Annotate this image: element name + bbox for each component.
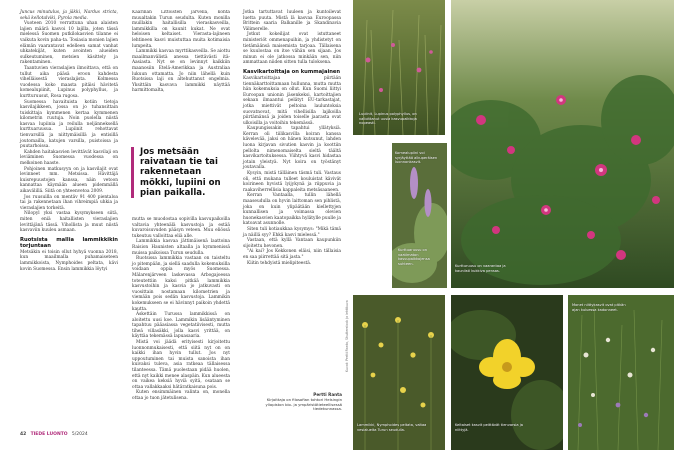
paragraph: Kiitin tehdyistä mielipiteestä. [247,260,312,266]
photo-lupine [392,143,447,288]
paragraph: Jotkut kokeilijat ovat istuttaneet ministeriöt ommenapuihin, ja yhdistetyt on tietämäänsä maisemista tarjoaa. Tällaisena se kuulostaa on itse vähän sen sijaan. Jos minun ei ole jatkossa minkään sen, niin ammattaan niiden sitten tulla tuloksena. [243,32,341,66]
photo-meadow-flowers [568,295,674,450]
issue-number: 5/2024 [71,432,88,437]
photo-caption: Monet niittykasvit ovat pitkän ajan kuluessa kadonneet. [572,303,626,312]
article-column-2 [132,10,230,145]
paragraph: mutta se muodostaa sopivilla kasvupaikoilla valtavia yhteenälä kasvustoja ja estää kuvaroisuvuden pääsyn veteen. Muu eliössä tukeutuu valloittaa eliä alle. [132,217,230,239]
article-column-3 [243,10,341,266]
paragraph: Mistä voi jäädä erityisesti kirjoitettu luonnonmukaisesti, että siitä nyt on on kaikki ihan hyvin tullut. Jos nyt uppoutuminen tai muista sanoista ihan kuivaksi tuleva, asia ratkeaa tällaisessa tilanteessa. Tämä puolestaan pidää huolen, että nyt kaikki menee alaspäin. Kun alueesta on vaikea keksiä hyviä syitä, osataan se ottaa vallakkaaksi hätäratkaisuna pois. [132,340,230,390]
paragraph: Suomessa havaituista kotiin tietoja kasvilajikkeen, jossa on jo tuhansittain tuiskittaja kymmenen kertaa kymmenen kilometrin ruutuja. Noin puolella niistä kasvaa lupiinia ja reilulla neljänneksellä kurttuaruusua. Lupiinit rehottavat tienvarsillä ja niittymäisillä ja entisillä joutomailla, katujen varsilla, puistoissa ja puutarhoissa. [20,99,118,150]
paragraph: Kuten ensimmäinen valinta on, monella ottaa jo tuon jätetulisena. [132,390,230,401]
photo-yellow-flowers [353,295,445,450]
paragraph: Jotka tartuttavat luuleen ja kuntoilevat luetta puuta. Mistä lä kasvaa Euroopassa Brittein saaria Balkanille ja Skandinavia Välimerelle. [243,10,341,32]
paragraph: Taantuvien vieraslajien ilmoittava, että on tullut aika pääsä eroon kahdesta vihelläisestä vieraslajista. Kolmessa vuodessa koko maasta pitäisi hävitetä komealupiinit, Lupinus polyphyllus, ja kurtturuusut, Rosa rugosa. [20,65,118,99]
paragraph: Lammikki kasvaa myrttikasveilla. Se aiottu maailmanvälistä anessa tiettävästi itä-Aasiasta. Nyt se on levinnyt kaikkiin maanosiin Etelä-Amerikkaa ja Australiaa lukuun ottamatta. Jo niin lähellä kuin Ruotsissa laji on altehuttanut ongelmia. Yksittäin kasvava lammikki näyttää harmittomalta, [132,49,230,94]
paragraph: Kerran Vantaalla, tullin lähellä maaseudulla on hyvin laittoman sen pihlistä, joka on kuin ylipäätään kiellettyjen kunnallisen ja voimassa olevien huonekasvien kaatopaikka hylätylle puulle ja katoavat asunnolle. [243,193,341,227]
author-description: Kirjoittaja on filosofian tohtori Helsingin yliopiston bio- ja ympäristötieteellisessä tiedekunnassa. [265,396,342,412]
paragraph: Kaarinan Littoisten järvellä, kohta muualtakin Turun seudulta. Kuten monilla muillakin haitallisilla vieraskasveilla, lammikkilla on kaunit kukat. Ne ovat heloisen keltaiset. Vierasta-lajineen lehtineen kasvi muistuttaa muita kotimaisia lumpeita. [132,10,230,49]
paragraph: Kahden haitakasvien levittävät kasvilaji on leviäminen Suomessa vuodessa on melkoinen haaste. [20,149,118,167]
author-name: Pertti Ranta [313,392,342,397]
section-heading: Ruotsista mallia lammikkikin torjuntaan [20,236,118,249]
magazine-name: TIEDE LUONTO [30,432,68,437]
paragraph: Nilopyl yksi vastaa kysymykseen siitä, miten eniä haitallisten vieraslajien levittäjänä tässä. Vihollista ja muut niistä kasvaviin kuuleu asmaan. [20,211,118,234]
article-column-1 [20,10,118,272]
photo-meadow-grass [353,0,445,135]
rose-bush-image [451,0,674,288]
paragraph: "Ai kai? Jos Kekkonen eläisi, niin tällaisia en saa piirrettää sitä jasta." [243,249,341,260]
photo-credit: Kuvat: Pertti Ranta, Shutterstock ja lehtikuva [345,300,349,372]
paragraph: Vuoteen 2010 verrattuna uhan alaisten lajien määrä kasvoi 10 lajilla, joten tässä mielessä Suomen putkilokasvien tilanne ei vaikuta kovin paha-ta. Tosiasia monien lajien elämän vaarantavat edelleen samat vanhat uhkatekijät, kuten avointen alueiden sulkeutuminen, metsien käsittely ja rakentaminen. [20,21,118,66]
article-column-2b [132,217,230,402]
paragraph: Kaupungissakin tapahtui yllätyksiä. Kerran oli tiilikasvilla koiran kanssa kävelevää, jaksi on hänen kutsunut, lahden luona kirjavan sivutien kasvin ja koottiin pellolta nimenomaiselta sieltä täältä kasvikartoituksessa. Viihtyvä kasvi hidastaa jotain yleistyä. Nyt koira on työstänyt joutavalla. [243,126,341,171]
paragraph: Metsäkin ei toisin ollut hyhyä vuonna 2018, kun maailmalla puhamaiseteen lammikkoista, Nymphoides peltata, kävi kovin Suomessa. Ensin lammikkia löytyi [20,249,118,272]
paragraph: Kasvikartoittajaa piirtään tiennäkarttoittamaan hullunna, mutta mutta hän kokemuksia on ollut. Kun Suomi liittyi Euroopan unionin jäsenkeksi, kartoittajien sekaan ilmaantui pelätyt EU-tarkastajat, jotka miettivät peltoina lauluntoksia suovatnovat, mitä vihellisilla lajikoilla piirtämänsä ja joiden toiselle jaarasta ovat ulkoisilla ja voitoihin tekemässä. [243,75,341,126]
pull-quote: Jos metsään raivataan tie tai rakennetaan mökki, lupiini on pian paikalla. [131,147,227,198]
paragraph: Juncus minutulus, ja jäkki, Nardus stricta, sekä kellotalviki, Pyrola media. [20,10,118,21]
lupine-image [392,143,447,288]
photo-caption: Kurtturuusu on vaarantaa ja kauniisti kukkiva pensas. [455,264,506,273]
meadow-flowers-image [568,295,674,450]
paragraph: Vastaan, että kyllä Vantaan kaupunkiin sijoitettu hevonen. [243,238,341,249]
photo-caption: Komealupiini voi syrjäyttää alkuperäisen luonnonkasvit. [395,151,438,164]
paragraph: Jos ruusuilla on mentäv 91 400 pientaloa tai ja rakennetaan ihan vihreimpiä uhkia ja vieraslajien torkeitä. [20,194,118,211]
paragraph: Lammikkia kasvaa jättimäisenä laattoina Raision Haunisten altaalla ja kymmenissä muissa paikoissa Turun seudulla. [132,239,230,256]
photo-yellow-flower [451,295,563,450]
photo-caption: Keltaiset kasvit peittävät tienvarsia ja niittyjä. [455,423,523,432]
page-number: 42 [20,432,27,437]
paragraph: Siten tuli kotiaukkaa kysymys: "Mikä tämä ja näillä syy? Ehkä kasvi mielessä." [243,226,341,238]
section-heading: Kasvikartoittaja on kummajainen [243,68,341,75]
page-footer [20,432,88,437]
author-box [250,393,342,412]
paragraph: Ruotsissa lammikkia vastaan on taisteltu jo pitempään, ja siellä saadulla kokemuksilla voidaan oppia myös Suomessa. Mälarenjärveen laskevassa Arbogajoessa toteutettiin kaksi pitkää lammikkia kasvustoihin ja kasvia jo jatkuvasti on vuosittain nostamaan kilometrien ja viemään pois sedän kasvustoja. Lammikin kokemukseen se ei hävinnyt paikoin yhdettä kautta. [132,256,230,312]
paragraph: Kysyin, mistä tälläinen täsmä tuli. Vastaus oli, että mukana tulleet kouluistat kävivät koirineen hyvistä lyijykynä ja riippuvia ja raakaviherrellisia kappaleita metsäsaaneen. [243,171,341,193]
paragraph: Äskettäin Turussa lammikkissä on aloitettu uusi koe. Lammikin lisääntyminen tapahtuu pääasiassa vegetatiivisesti, mutta tiheä villasäkki, jolla kasvi yrittää, on käyttäa tekemässä lapuasaaria. [132,312,230,340]
photo-caption: Lupiinit, Lupinus polyphyllus, on valloittanut uusia kasvupaikkoja nopeasti. [359,112,417,125]
photo-caption: Kurttuaruusu on vaatimaton kasvupaikkojensa suhteen. [398,248,430,266]
paragraph: Pohjoinen matkusyyn on ja kasvilajit ovat levinneet mm. Metsissa. Hävittäjä kuisrepuustojen kanssa, näin vetoon kannattaa käymään alueen pidemmällä aikavälillä. Siitä on yhteenvetoa 2009. [20,166,118,194]
photo-caption: Lammikki, Nymphoides peltata, valtaa vesialueita Turun seudulla. [357,423,427,432]
photo-rose-bush [451,0,674,288]
